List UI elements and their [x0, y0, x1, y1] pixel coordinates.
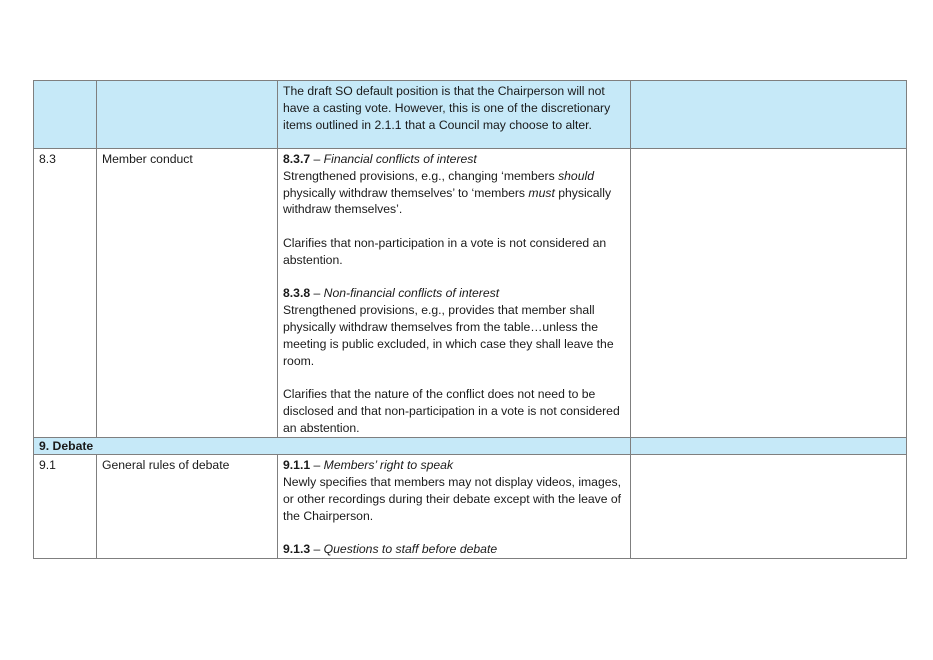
section-heading-spacer — [631, 437, 907, 455]
paragraph-gap — [283, 525, 625, 542]
section-heading-row — [34, 437, 907, 455]
item-paragraph: Clarifies that non-participation in a vote is not considered an abstention. — [283, 235, 607, 267]
item-paragraph: Clarifies that the nature of the conflict does not need to be disclosed and that non-participation in a vote is not considered an abstention. — [283, 387, 620, 435]
emphasis-text: must — [528, 185, 555, 200]
change-description-cell — [278, 81, 631, 149]
emphasis-text: should — [558, 168, 594, 183]
clause-number-cell: 9.1 — [34, 455, 97, 559]
paragraph-gap — [283, 218, 625, 235]
item-title: Members’ right to speak — [323, 458, 454, 473]
item-separator: – — [310, 458, 324, 473]
item-code: 9.1.1 — [283, 458, 311, 473]
item-heading-8-3-7 — [283, 151, 625, 168]
change-description-cell — [278, 149, 631, 438]
text-run: physically withdraw themselves’ to ‘members — [283, 185, 529, 200]
item-code: 8.3.8 — [283, 286, 311, 301]
item-code: 8.3.7 — [283, 152, 311, 166]
item-paragraph — [283, 168, 625, 218]
table-row-casting-vote — [34, 81, 907, 149]
table-row-general-rules — [34, 455, 907, 559]
item-heading-9-1-3 — [283, 541, 625, 558]
item-paragraph: Strengthened provisions, e.g., provides that member shall physically withdraw themselves from the table…unless the meeting is public excluded, in which case they shall leave the room. — [283, 303, 614, 368]
item-separator: – — [310, 286, 324, 301]
clause-number-cell — [34, 81, 97, 149]
clause-title-cell — [97, 81, 278, 149]
item-title: Financial conflicts of interest — [323, 152, 477, 166]
item-paragraph: Newly specifies that members may not display videos, images, or other recordings during their debate except with the leave of the Chairperson. — [283, 475, 622, 523]
item-separator: – — [310, 542, 324, 557]
section-heading: 9. Debate — [34, 437, 631, 455]
table-row-member-conduct — [34, 149, 907, 438]
clause-number-cell: 8.3 — [34, 149, 97, 438]
item-code: 9.1.3 — [283, 542, 311, 557]
paragraph-gap — [283, 369, 625, 386]
item-heading-9-1-1 — [283, 457, 625, 474]
change-description-cell — [278, 455, 631, 559]
clause-title-cell: General rules of debate — [97, 455, 278, 559]
casting-vote-text: The draft SO default position is that the Chairperson will not have a casting vote. However, this is one of the discretionary items outlined in 2.1.1 that a Council may choose to alter. — [283, 84, 611, 132]
item-heading-8-3-8 — [283, 285, 625, 302]
item-separator: – — [310, 152, 324, 166]
clause-title-cell: Member conduct — [97, 149, 278, 438]
comments-cell — [631, 81, 907, 149]
comparison-table — [33, 80, 907, 559]
text-run: Strengthened provisions, e.g., changing ‘members — [283, 168, 559, 183]
text-run: physically withdraw themselves’. — [283, 185, 612, 217]
comments-cell — [631, 149, 907, 438]
item-title: Non-financial conflicts of interest — [323, 286, 500, 301]
comments-cell — [631, 455, 907, 559]
paragraph-gap — [283, 269, 625, 286]
item-title: Questions to staff before debate — [323, 542, 498, 557]
